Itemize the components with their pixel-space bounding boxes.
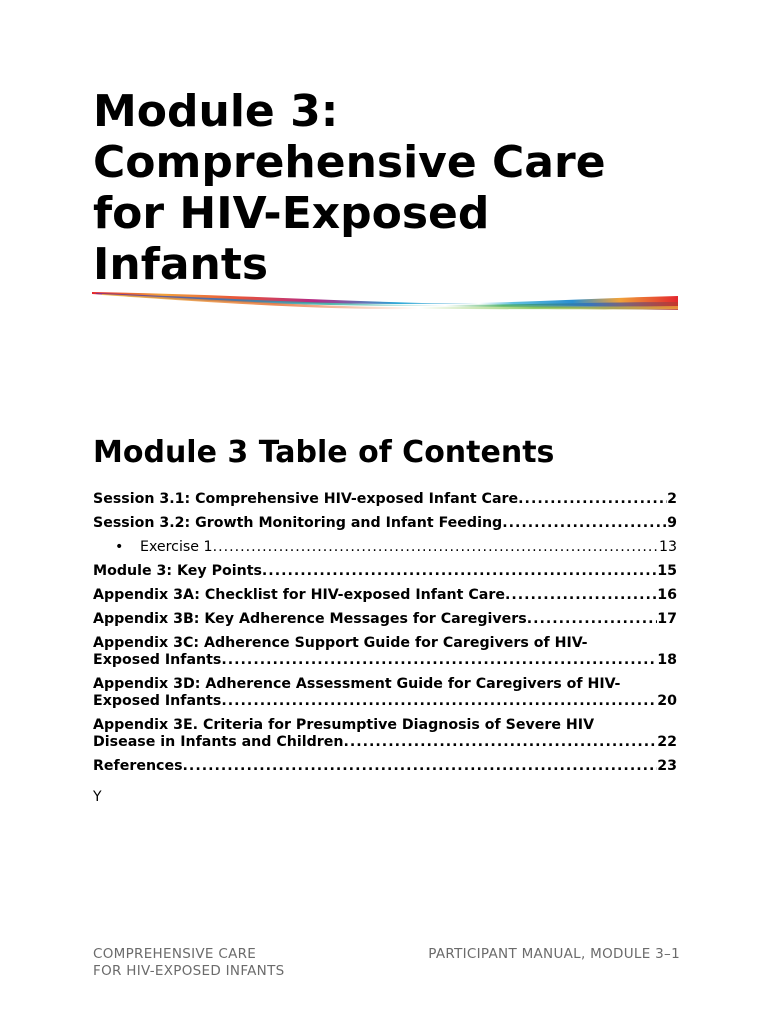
toc-entry-page: 23 <box>657 758 677 774</box>
toc-entry-page: 9 <box>667 515 677 531</box>
footer-left-line: COMPREHENSIVE CARE <box>93 946 257 962</box>
toc-entry[interactable] <box>93 587 677 604</box>
footer-left-line: FOR HIV-EXPOSED INFANTS <box>93 963 285 979</box>
toc-entry[interactable] <box>93 563 677 580</box>
toc-entry-label-continued: Disease in Infants and Children <box>93 734 344 750</box>
toc-entry-label: Appendix 3A: Checklist for HIV-exposed Infant Care <box>93 587 505 603</box>
toc-leader-dots <box>213 539 659 556</box>
toc-entry[interactable] <box>93 491 677 508</box>
toc-entry[interactable] <box>93 515 677 532</box>
toc-entry-label: Appendix 3B: Key Adherence Messages for Caregivers <box>93 611 527 627</box>
toc-heading: Module 3 Table of Contents <box>93 435 555 470</box>
toc-entry-label: References <box>93 758 183 774</box>
footer-left <box>93 946 285 980</box>
toc-entry[interactable] <box>93 758 677 775</box>
toc-entry-label: Exercise 1 <box>140 539 213 555</box>
toc-leader-dots <box>518 491 667 508</box>
toc-leader-dots <box>221 652 657 669</box>
toc-leader-dots <box>527 611 658 628</box>
toc-leader-dots <box>221 693 657 710</box>
toc-leader-dots <box>505 587 657 604</box>
toc-entry-page: 22 <box>657 734 677 750</box>
toc-entry-page: 18 <box>657 652 677 668</box>
toc-entry-page: 20 <box>657 693 677 709</box>
toc-entry-page: 13 <box>658 539 677 555</box>
toc-entry-label: Session 3.2: Growth Monitoring and Infant Feeding <box>93 515 503 531</box>
module-title-line: Module 3: <box>93 86 339 137</box>
toc-entry-page: 17 <box>657 611 677 627</box>
table-of-contents <box>93 491 677 782</box>
bullet-icon: • <box>115 539 124 555</box>
toc-sub-entry[interactable] <box>93 539 677 556</box>
toc-leader-dots <box>502 515 667 532</box>
toc-entry-label-continued: Exposed Infants <box>93 693 222 709</box>
toc-entry[interactable] <box>93 676 677 710</box>
module-title-line: Comprehensive Care <box>93 137 606 188</box>
toc-entry[interactable] <box>93 611 677 628</box>
toc-entry-label: Session 3.1: Comprehensive HIV-exposed Infant Care <box>93 491 519 507</box>
toc-entry-page: 15 <box>657 563 677 579</box>
toc-leader-dots <box>343 734 657 751</box>
module-title <box>93 86 693 290</box>
decorative-swoosh-banner <box>92 288 678 316</box>
toc-entry-label: Appendix 3C: Adherence Support Guide for Caregivers of HIV- <box>93 635 588 651</box>
toc-entry-label: Appendix 3D: Adherence Assessment Guide for Caregivers of HIV- <box>93 676 621 692</box>
toc-leader-dots <box>262 563 657 580</box>
toc-entry-page: 2 <box>667 491 677 507</box>
stray-text: Y <box>93 789 102 805</box>
toc-entry-page: 16 <box>657 587 677 603</box>
toc-leader-dots <box>183 758 658 775</box>
toc-entry-label: Appendix 3E. Criteria for Presumptive Diagnosis of Severe HIV <box>93 717 595 733</box>
toc-entry[interactable] <box>93 635 677 669</box>
toc-entry-label-continued: Exposed Infants <box>93 652 222 668</box>
module-title-line: for HIV-Exposed <box>93 188 490 239</box>
module-title-line: Infants <box>93 239 269 290</box>
toc-entry[interactable] <box>93 717 677 751</box>
footer-right: PARTICIPANT MANUAL, MODULE 3–1 <box>428 946 680 962</box>
toc-entry-label: Module 3: Key Points <box>93 563 262 579</box>
